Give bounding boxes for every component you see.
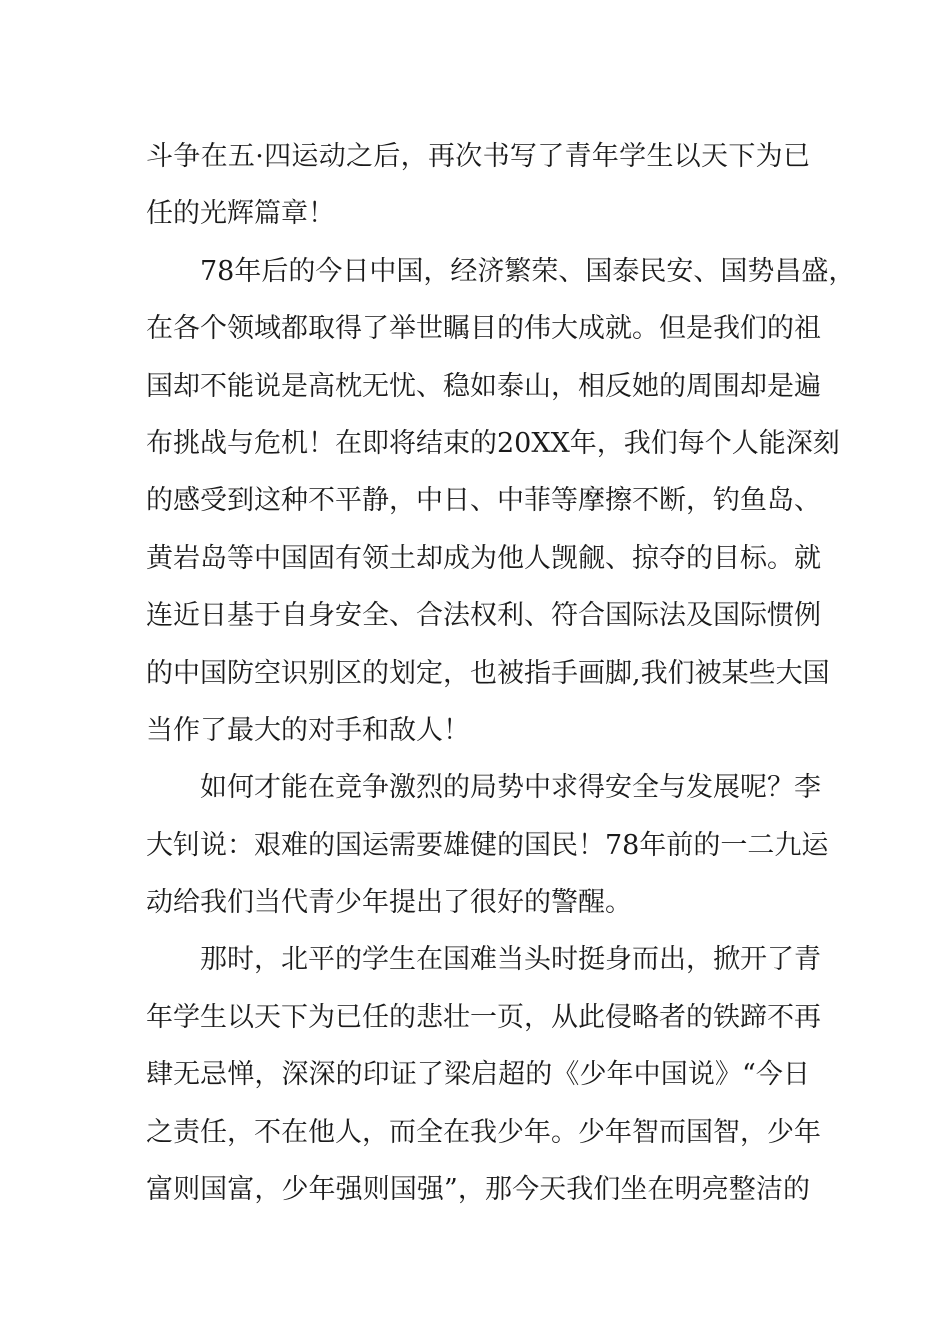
text-line: 动给我们当代青少年提出了很好的警醒。 — [146, 887, 632, 919]
text-line: 如何才能在竞争激烈的局势中求得安全与发展呢？李 — [200, 772, 821, 804]
text-line: 国却不能说是高枕无忧、稳如泰山，相反她的周围却是遍 — [146, 370, 821, 402]
text-line: 肆无忌惮，深深的印证了梁启超的《少年中国说》“今日 — [146, 1059, 810, 1091]
document-body-text — [146, 128, 856, 1218]
text-line: 斗争在五·四运动之后，再次书写了青年学生以天下为已 — [146, 141, 810, 172]
text-line: 78年后的今日中国，经济繁荣、国泰民安、国势昌盛， — [200, 255, 856, 287]
text-line: 在各个领域都取得了举世瞩目的伟大成就。但是我们的祖 — [146, 313, 821, 345]
text-line: 那时，北平的学生在国难当头时挺身而出，掀开了青 — [200, 944, 821, 976]
text-line: 任的光辉篇章！ — [146, 198, 335, 230]
text-line: 大钊说：艰难的国运需要雄健的国民！78年前的一二九运 — [146, 829, 829, 861]
text-line: 黄岩岛等中国固有领土却成为他人觊觎、掠夺的目标。就 — [146, 542, 821, 574]
text-line: 布挑战与危机！在即将结束的20XX年，我们每个人能深刻 — [146, 427, 840, 459]
text-line: 当作了最大的对手和敌人！ — [146, 714, 470, 746]
text-line: 的感受到这种不平静，中日、中菲等摩擦不断，钓鱼岛、 — [146, 485, 821, 517]
text-line: 年学生以天下为已任的悲壮一页，从此侵略者的铁蹄不再 — [146, 1001, 821, 1033]
text-line: 富则国富，少年强则国强”，那今天我们坐在明亮整洁的 — [146, 1174, 810, 1206]
text-line: 连近日基于自身安全、合法权利、符合国际法及国际惯例 — [146, 600, 821, 632]
text-line: 之责任，不在他人，而全在我少年。少年智而国智，少年 — [146, 1116, 821, 1148]
text-line: 的中国防空识别区的划定，也被指手画脚,我们被某些大国 — [146, 657, 830, 689]
